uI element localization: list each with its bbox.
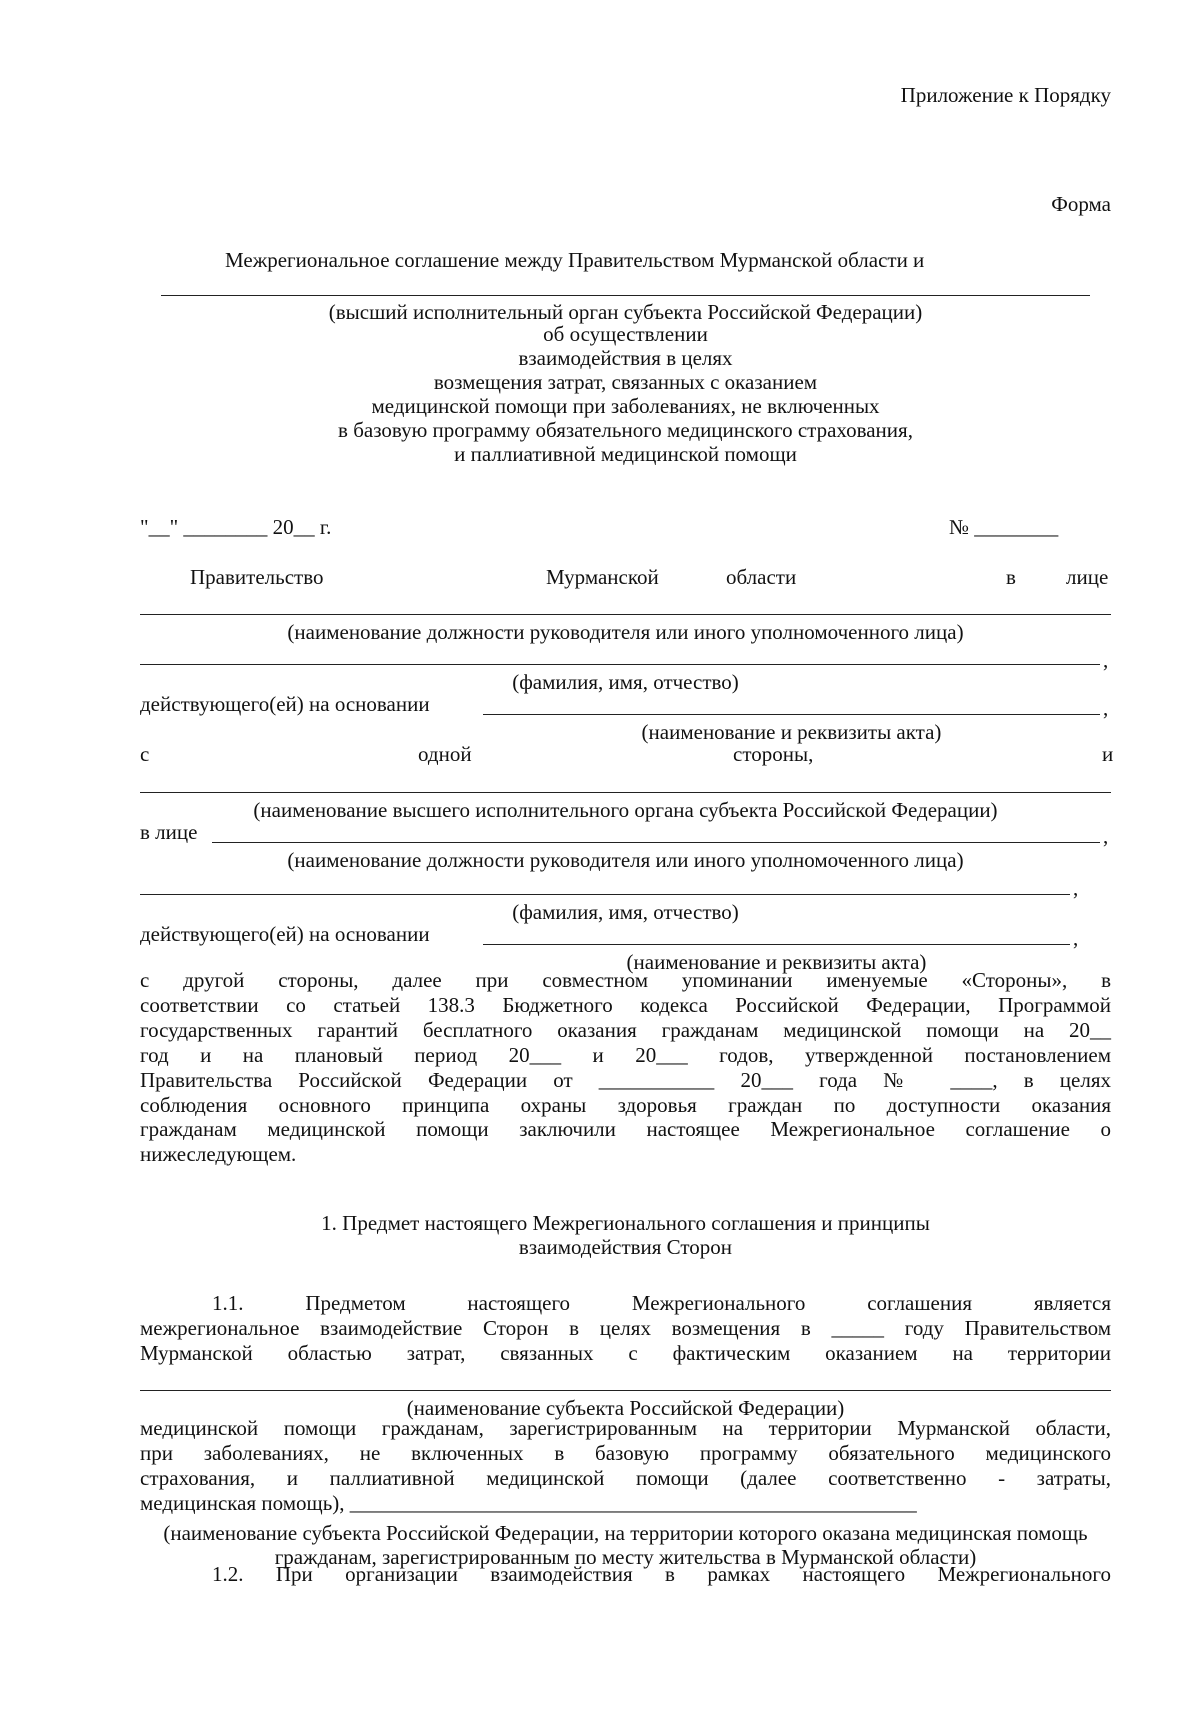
paragraph-line: страхования, и паллиативной медицинской помощи (далее соответственно - затраты, (140, 1465, 1111, 1490)
act-blank-2 (483, 944, 1070, 945)
caption-subject: (наименование субъекта Российской Федерации) (406, 1396, 845, 1420)
preamble-line: Правительства Российской Федерации от ___________ 20___ года № ____, в целях (140, 1067, 1111, 1092)
party-word: Мурманской (546, 565, 659, 589)
party-word: стороны, (733, 742, 814, 766)
caption-position: (наименование должности руководителя или иного уполномоченного лица) (287, 620, 964, 644)
acting-on-basis-label: действующего(ей) на основании (140, 692, 430, 716)
paragraph-line: медицинская помощь), ______________________________________________________ (140, 1490, 917, 1515)
party-word: в (1006, 565, 1016, 589)
section-heading-line: взаимодействия Сторон (518, 1235, 733, 1259)
paragraph-line: медицинской помощи гражданам, зарегистрированным на территории Мурманской области, (140, 1416, 1111, 1440)
caption-act: (наименование и реквизиты акта) (641, 720, 942, 744)
comma: , (1103, 824, 1109, 848)
number-field: № ________ (949, 515, 1059, 539)
preamble-line: гражданам медицинской помощи заключили настоящее Межрегиональное соглашение о (140, 1117, 1111, 1142)
caption-higher-body: (наименование высшего исполнительного органа субъекта Российской Федерации) (253, 798, 998, 822)
party-word: одной (418, 742, 472, 766)
caption-fio-2: (фамилия, имя, отчество) (512, 900, 739, 924)
caption-act-2: (наименование и реквизиты акта) (626, 950, 927, 974)
in-person-label: в лице (140, 820, 198, 844)
caption-line: (наименование субъекта Российской Федерации, на территории которого оказана медицинская помощь (163, 1521, 1088, 1545)
section-1-heading (140, 1211, 1111, 1259)
subject-blank (140, 1390, 1111, 1391)
higher-body-blank (140, 792, 1111, 793)
fio-blank (140, 664, 1100, 665)
title-line: и паллиативной медицинской помощи (454, 442, 797, 466)
caption-position-2: (наименование должности руководителя или иного уполномоченного лица) (287, 848, 964, 872)
position-blank (140, 614, 1111, 615)
date-field: "__" ________ 20__ г. (140, 515, 332, 539)
title-line: возмещения затрат, связанных с оказанием (433, 370, 818, 394)
preamble-line: с другой стороны, далее при совместном упоминании именуемые «Стороны», в (140, 968, 1111, 992)
preamble-paragraph (140, 968, 1111, 1167)
party-word: Правительство (190, 565, 324, 589)
position-blank-2 (212, 842, 1100, 843)
paragraph-line: межрегиональное взаимодействие Сторон в целях возмещения в _____ году Правительством (140, 1316, 1111, 1340)
form-label: Форма (1051, 192, 1111, 216)
paragraph-1-1-continued (140, 1416, 1111, 1516)
comma: , (1073, 876, 1079, 900)
title-block (140, 322, 1111, 466)
acting-on-basis-label-2: действующего(ей) на основании (140, 922, 430, 946)
paragraph-line: Мурманской областью затрат, связанных с фактическим оказанием на территории (140, 1340, 1111, 1365)
title-line-1: Межрегиональное соглашение между Правительством Мурманской области и (225, 248, 925, 272)
executive-body-blank (161, 295, 1090, 296)
paragraph-1-2 (212, 1562, 1111, 1587)
title-line: в базовую программу обязательного медицинского страхования, (338, 418, 913, 442)
paragraph-1-1-first-line (212, 1291, 1111, 1316)
paragraph-line: 1.2. При организации взаимодействия в рамках настоящего Межрегионального (212, 1562, 1111, 1586)
title-line: взаимодействия в целях (518, 346, 733, 370)
paragraph-line: 1.1. Предметом настоящего Межрегионального соглашения является (212, 1291, 1111, 1315)
preamble-line: государственных гарантий бесплатного оказания гражданам медицинской помощи на 20__ (140, 1017, 1111, 1042)
preamble-line: нижеследующем. (140, 1142, 297, 1167)
paragraph-line: при заболеваниях, не включенных в базовую программу обязательного медицинского (140, 1440, 1111, 1465)
caption-line: гражданам, зарегистрированным по месту жительства в Мурманской области) (274, 1545, 977, 1569)
party-word: лице (1066, 565, 1109, 589)
comma: , (1103, 648, 1109, 672)
party-word: и (1102, 742, 1114, 766)
comma: , (1103, 696, 1109, 720)
paragraph-1-1 (140, 1316, 1111, 1366)
fio-blank-2 (140, 894, 1070, 895)
caption-fio: (фамилия, имя, отчество) (512, 670, 739, 694)
act-blank (483, 714, 1100, 715)
title-line: об осуществлении (543, 322, 708, 346)
preamble-line: год и на плановый период 20___ и 20___ годов, утвержденной постановлением (140, 1042, 1111, 1067)
preamble-line: соблюдения основного принципа охраны здоровья граждан по доступности оказания (140, 1092, 1111, 1117)
caption-executive-body: (высший исполнительный орган субъекта Российской Федерации) (328, 300, 923, 324)
comma: , (1073, 926, 1079, 950)
party-word: с (140, 742, 150, 766)
preamble-line: соответствии со статьей 138.3 Бюджетного кодекса Российской Федерации, Программой (140, 992, 1111, 1017)
appendix-label: Приложение к Порядку (900, 83, 1111, 107)
section-heading-line: 1. Предмет настоящего Межрегионального соглашения и принципы (321, 1211, 930, 1235)
party-word: области (726, 565, 797, 589)
title-line: медицинской помощи при заболеваниях, не включенных (371, 394, 880, 418)
